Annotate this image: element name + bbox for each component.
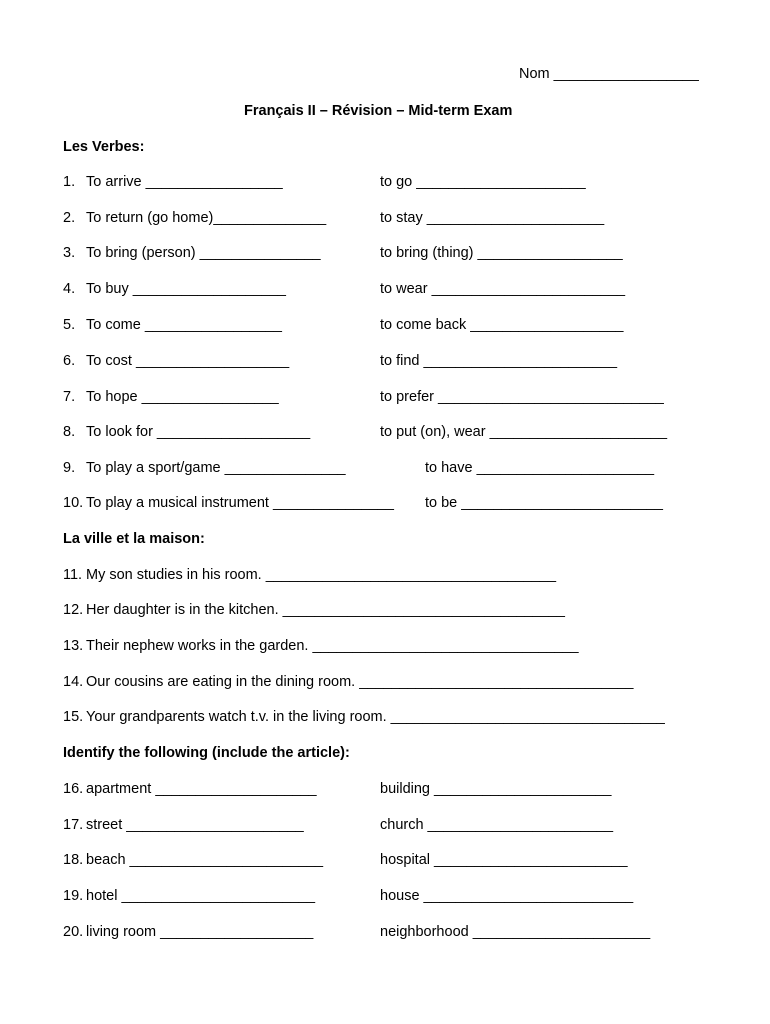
- verb-prompt-right: to stay ______________________: [380, 210, 605, 226]
- identify-prompt-left: apartment ____________________: [86, 781, 317, 797]
- verb-prompt-right: to bring (thing) __________________: [380, 245, 623, 261]
- identify-prompt-left: hotel ________________________: [86, 888, 316, 904]
- verb-prompt-left: To come _________________: [86, 317, 282, 333]
- page-title: Français II – Révision – Mid-term Exam: [244, 103, 513, 119]
- verb-prompt-right: to wear ________________________: [380, 281, 626, 297]
- item-number: 9.: [63, 460, 76, 476]
- item-number: 12.: [63, 602, 84, 618]
- item-number: 17.: [63, 817, 84, 833]
- identify-prompt-right: church _______________________: [380, 817, 614, 833]
- identify-prompt-right: building ______________________: [380, 781, 612, 797]
- identify-prompt-right: house __________________________: [380, 888, 634, 904]
- item-number: 6.: [63, 353, 76, 369]
- identify-prompt-right: hospital ________________________: [380, 852, 628, 868]
- item-number: 4.: [63, 281, 76, 297]
- verb-prompt-left: To cost ___________________: [86, 353, 290, 369]
- verb-prompt-left: To look for ___________________: [86, 424, 311, 440]
- verb-prompt-right: to be _________________________: [425, 495, 663, 511]
- verb-prompt-right: to have ______________________: [425, 460, 655, 476]
- identify-prompt-left: living room ___________________: [86, 924, 314, 940]
- verb-prompt-right: to put (on), wear ______________________: [380, 424, 668, 440]
- verb-prompt-left: To play a sport/game _______________: [86, 460, 346, 476]
- sentence-prompt: Your grandparents watch t.v. in the living room. __________________________________: [86, 709, 665, 725]
- item-number: 10.: [63, 495, 84, 511]
- section-heading-identify: Identify the following (include the article):: [63, 745, 350, 761]
- identify-prompt-right: neighborhood ______________________: [380, 924, 651, 940]
- item-number: 3.: [63, 245, 76, 261]
- verb-prompt-left: To play a musical instrument _______________: [86, 495, 394, 511]
- item-number: 5.: [63, 317, 76, 333]
- item-number: 18.: [63, 852, 84, 868]
- verb-prompt-right: to find ________________________: [380, 353, 618, 369]
- item-number: 2.: [63, 210, 76, 226]
- item-number: 1.: [63, 174, 76, 190]
- section-heading-verbs: Les Verbes:: [63, 139, 145, 155]
- item-number: 16.: [63, 781, 84, 797]
- verb-prompt-left: To buy ___________________: [86, 281, 286, 297]
- item-number: 20.: [63, 924, 84, 940]
- verb-prompt-right: to prefer ____________________________: [380, 389, 664, 405]
- section-heading-ville: La ville et la maison:: [63, 531, 205, 547]
- item-number: 8.: [63, 424, 76, 440]
- item-number: 15.: [63, 709, 84, 725]
- verb-prompt-right: to come back ___________________: [380, 317, 624, 333]
- item-number: 19.: [63, 888, 84, 904]
- verb-prompt-right: to go _____________________: [380, 174, 586, 190]
- verb-prompt-left: To bring (person) _______________: [86, 245, 321, 261]
- identify-prompt-left: street ______________________: [86, 817, 304, 833]
- item-number: 14.: [63, 674, 84, 690]
- verb-prompt-left: To arrive _________________: [86, 174, 283, 190]
- identify-prompt-left: beach ________________________: [86, 852, 324, 868]
- sentence-prompt: Her daughter is in the kitchen. ___________________________________: [86, 602, 565, 618]
- sentence-prompt: Their nephew works in the garden. _________________________________: [86, 638, 579, 654]
- sentence-prompt: My son studies in his room. ____________________________________: [86, 567, 557, 583]
- sentence-prompt: Our cousins are eating in the dining room. __________________________________: [86, 674, 634, 690]
- item-number: 13.: [63, 638, 84, 654]
- item-number: 7.: [63, 389, 76, 405]
- item-number: 11.: [63, 567, 83, 583]
- verb-prompt-left: To hope _________________: [86, 389, 279, 405]
- name-field-label: Nom __________________: [519, 66, 699, 82]
- verb-prompt-left: To return (go home)______________: [86, 210, 327, 226]
